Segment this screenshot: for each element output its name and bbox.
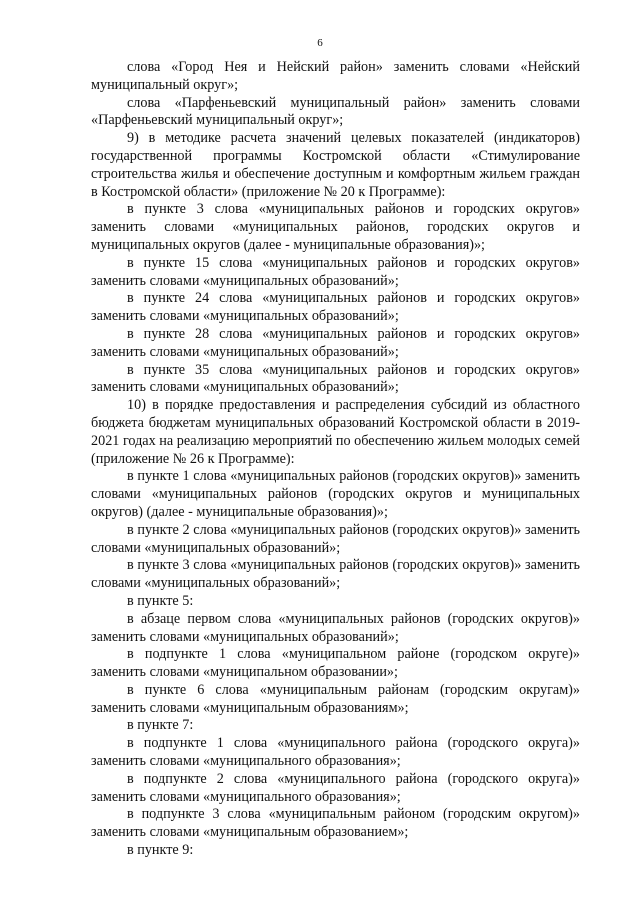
paragraph: в пункте 35 слова «муниципальных районов и городских округов» заменить словами «муниципальных образований»; xyxy=(91,361,580,396)
document-body xyxy=(91,59,580,860)
paragraph: в пункте 5: xyxy=(127,592,194,609)
paragraph: в подпункте 2 слова «муниципального района (городского округа)» заменить словами «муниципального образования»; xyxy=(91,770,580,805)
paragraph: в подпункте 1 слова «муниципального района (городского округа)» заменить словами «муниципального образования»; xyxy=(91,735,580,770)
page-number: 6 xyxy=(317,37,323,49)
paragraph: в пункте 9: xyxy=(127,842,194,859)
paragraph: 9) в методике расчета значений целевых показателей (индикаторов) государственной программы Костромской области «Стимулирование строительства жилья и обеспечение доступным и комфортным жильем граждан в Костромской области» (приложение № 20 к Программе): xyxy=(91,130,580,200)
paragraph: в подпункте 1 слова «муниципальном районе (городском округе)» заменить словами «муниципальном образовании»; xyxy=(91,646,580,681)
paragraph: в пункте 3 слова «муниципальных районов и городских округов» заменить словами «муниципальных районов, городских округов и муниципальных округов (далее - муниципальные образования)»; xyxy=(91,201,580,253)
paragraph: в абзаце первом слова «муниципальных районов (городских округов)» заменить словами «муниципальных образований»; xyxy=(91,610,580,645)
paragraph: в подпункте 3 слова «муниципальным районом (городским округом)» заменить словами «муниципальным образованием»; xyxy=(91,806,580,841)
paragraph: в пункте 2 слова «муниципальных районов (городских округов)» заменить словами «муниципальных образований»; xyxy=(91,521,580,556)
paragraph: в пункте 15 слова «муниципальных районов и городских округов» заменить словами «муниципальных образований»; xyxy=(91,254,580,289)
paragraph: 10) в порядке предоставления и распределения субсидий из областного бюджета бюджетам муниципальных образований Костромской области в 2019-2021 годах на реализацию мероприятий по обеспечению жильем молодых семей (приложение № 26 к Программе): xyxy=(91,397,580,467)
paragraph: в пункте 6 слова «муниципальным районам (городским округам)» заменить словами «муниципальным образованиям»; xyxy=(91,681,580,716)
paragraph: в пункте 24 слова «муниципальных районов и городских округов» заменить словами «муниципальных образований»; xyxy=(91,290,580,325)
paragraph: в пункте 7: xyxy=(127,717,194,734)
paragraph: в пункте 28 слова «муниципальных районов и городских округов» заменить словами «муниципальных образований»; xyxy=(91,325,580,360)
paragraph: в пункте 1 слова «муниципальных районов (городских округов)» заменить словами «муниципальных районов (городских округов и муниципальных округов) (далее - муниципальные образования)»; xyxy=(91,468,580,520)
paragraph: слова «Город Нея и Нейский район» заменить словами «Нейский муниципальный округ»; xyxy=(91,59,580,93)
paragraph: слова «Парфеньевский муниципальный район» заменить словами «Парфеньевский муниципальный округ»; xyxy=(91,94,580,129)
paragraph: в пункте 3 слова «муниципальных районов (городских округов)» заменить словами «муниципальных образований»; xyxy=(91,557,580,592)
